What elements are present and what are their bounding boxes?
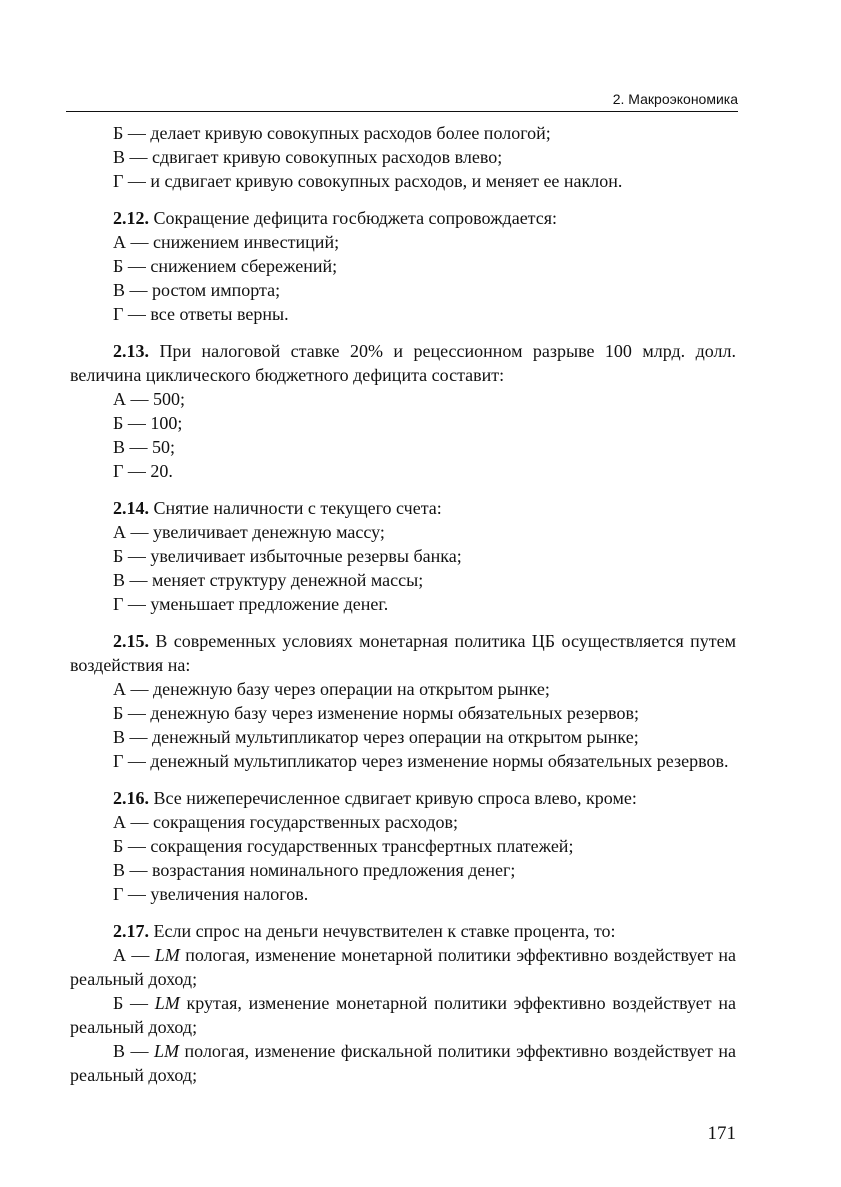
answer-option: Г — увеличения налогов. xyxy=(113,884,309,904)
question-2-13 xyxy=(70,339,736,483)
option-text: пологая, изменение монетарной политики эффективно воздействует на реальный доход; xyxy=(70,945,737,989)
question-body: При налоговой ставке 20% и рецессионном разрыве 100 млрд. долл. величина циклического бюджетного дефицита составит: xyxy=(70,341,736,385)
answer-option: Б — 100; xyxy=(113,413,183,433)
question-2-15 xyxy=(70,629,736,773)
answer-option: Г — 20. xyxy=(113,461,173,481)
question-body: Сокращение дефицита госбюджета сопровождается: xyxy=(149,208,558,228)
question-number: 2.17. xyxy=(113,921,149,941)
question-number: 2.16. xyxy=(113,788,149,808)
question-2-12 xyxy=(70,206,736,326)
page-content xyxy=(70,121,736,1087)
question-text xyxy=(70,496,736,520)
answer-option: Б — увеличивает избыточные резервы банка; xyxy=(113,546,462,566)
question-number: 2.15. xyxy=(113,631,149,651)
option-prefix: А — xyxy=(113,945,155,965)
answer-option: А — 500; xyxy=(113,389,185,409)
answer-option: В — сдвигает кривую совокупных расходов влево; xyxy=(113,147,503,167)
answer-option: В — меняет структуру денежной массы; xyxy=(113,570,424,590)
answer-option: А — увеличивает денежную массу; xyxy=(113,522,385,542)
question-2-17 xyxy=(70,919,736,1087)
answer-option: А — денежную базу через операции на открытом рынке; xyxy=(113,679,550,699)
question-2-16 xyxy=(70,786,736,906)
option-prefix: В — xyxy=(113,1041,155,1061)
answer-option: Г — и сдвигает кривую совокупных расходов, и меняет ее наклон. xyxy=(113,171,623,191)
answer-option: Г — уменьшает предложение денег. xyxy=(113,594,389,614)
question-body: Если спрос на деньги нечувствителен к ставке процента, то: xyxy=(149,921,616,941)
answer-option: А — сокращения государственных расходов; xyxy=(113,812,459,832)
question-text xyxy=(70,339,736,387)
running-header: 2. Макроэкономика xyxy=(612,91,738,107)
answer-option: Б — сокращения государственных трансфертных платежей; xyxy=(113,836,574,856)
question-number: 2.14. xyxy=(113,498,149,518)
question-text xyxy=(70,629,736,677)
option-text: крутая, изменение монетарной политики эффективно воздействует на реальный доход; xyxy=(70,993,736,1037)
answer-option: Б — денежную базу через изменение нормы обязательных резервов; xyxy=(113,703,640,723)
question-text xyxy=(70,206,736,230)
answer-option: В — возрастания номинального предложения денег; xyxy=(113,860,516,880)
answer-option xyxy=(70,1039,736,1087)
question-body: В современных условиях монетарная политика ЦБ осуществляется путем воздействия на: xyxy=(70,631,736,675)
answer-option xyxy=(70,991,736,1039)
option-prefix: Б — xyxy=(113,993,155,1013)
question-number: 2.13. xyxy=(113,341,149,361)
answer-option: Г — все ответы верны. xyxy=(113,304,289,324)
lm-curve-label: LM xyxy=(154,945,180,965)
header-rule xyxy=(66,111,738,112)
answer-option: Б — делает кривую совокупных расходов более пологой; xyxy=(113,123,551,143)
lm-curve-label: LM xyxy=(154,993,180,1013)
answer-option: В — ростом импорта; xyxy=(113,280,281,300)
page-number: 171 xyxy=(707,1123,736,1144)
answer-option: В — 50; xyxy=(113,437,176,457)
option-text: пологая, изменение фискальной политики эффективно воздействует на реальный доход; xyxy=(70,1041,736,1085)
answer-option: А — снижением инвестиций; xyxy=(113,232,340,252)
answer-option: Б — снижением сбережений; xyxy=(113,256,338,276)
question-body: Все нижеперечисленное сдвигает кривую спроса влево, кроме: xyxy=(149,788,637,808)
question-text xyxy=(70,786,736,810)
answer-option: Г — денежный мультипликатор через изменение нормы обязательных резервов. xyxy=(113,751,729,771)
question-number: 2.12. xyxy=(113,208,149,228)
continued-options xyxy=(70,121,736,193)
answer-option xyxy=(70,943,736,991)
question-2-14 xyxy=(70,496,736,616)
question-text xyxy=(70,919,736,943)
question-body: Снятие наличности с текущего счета: xyxy=(149,498,442,518)
lm-curve-label: LM xyxy=(154,1041,180,1061)
answer-option: В — денежный мультипликатор через операции на открытом рынке; xyxy=(113,727,639,747)
